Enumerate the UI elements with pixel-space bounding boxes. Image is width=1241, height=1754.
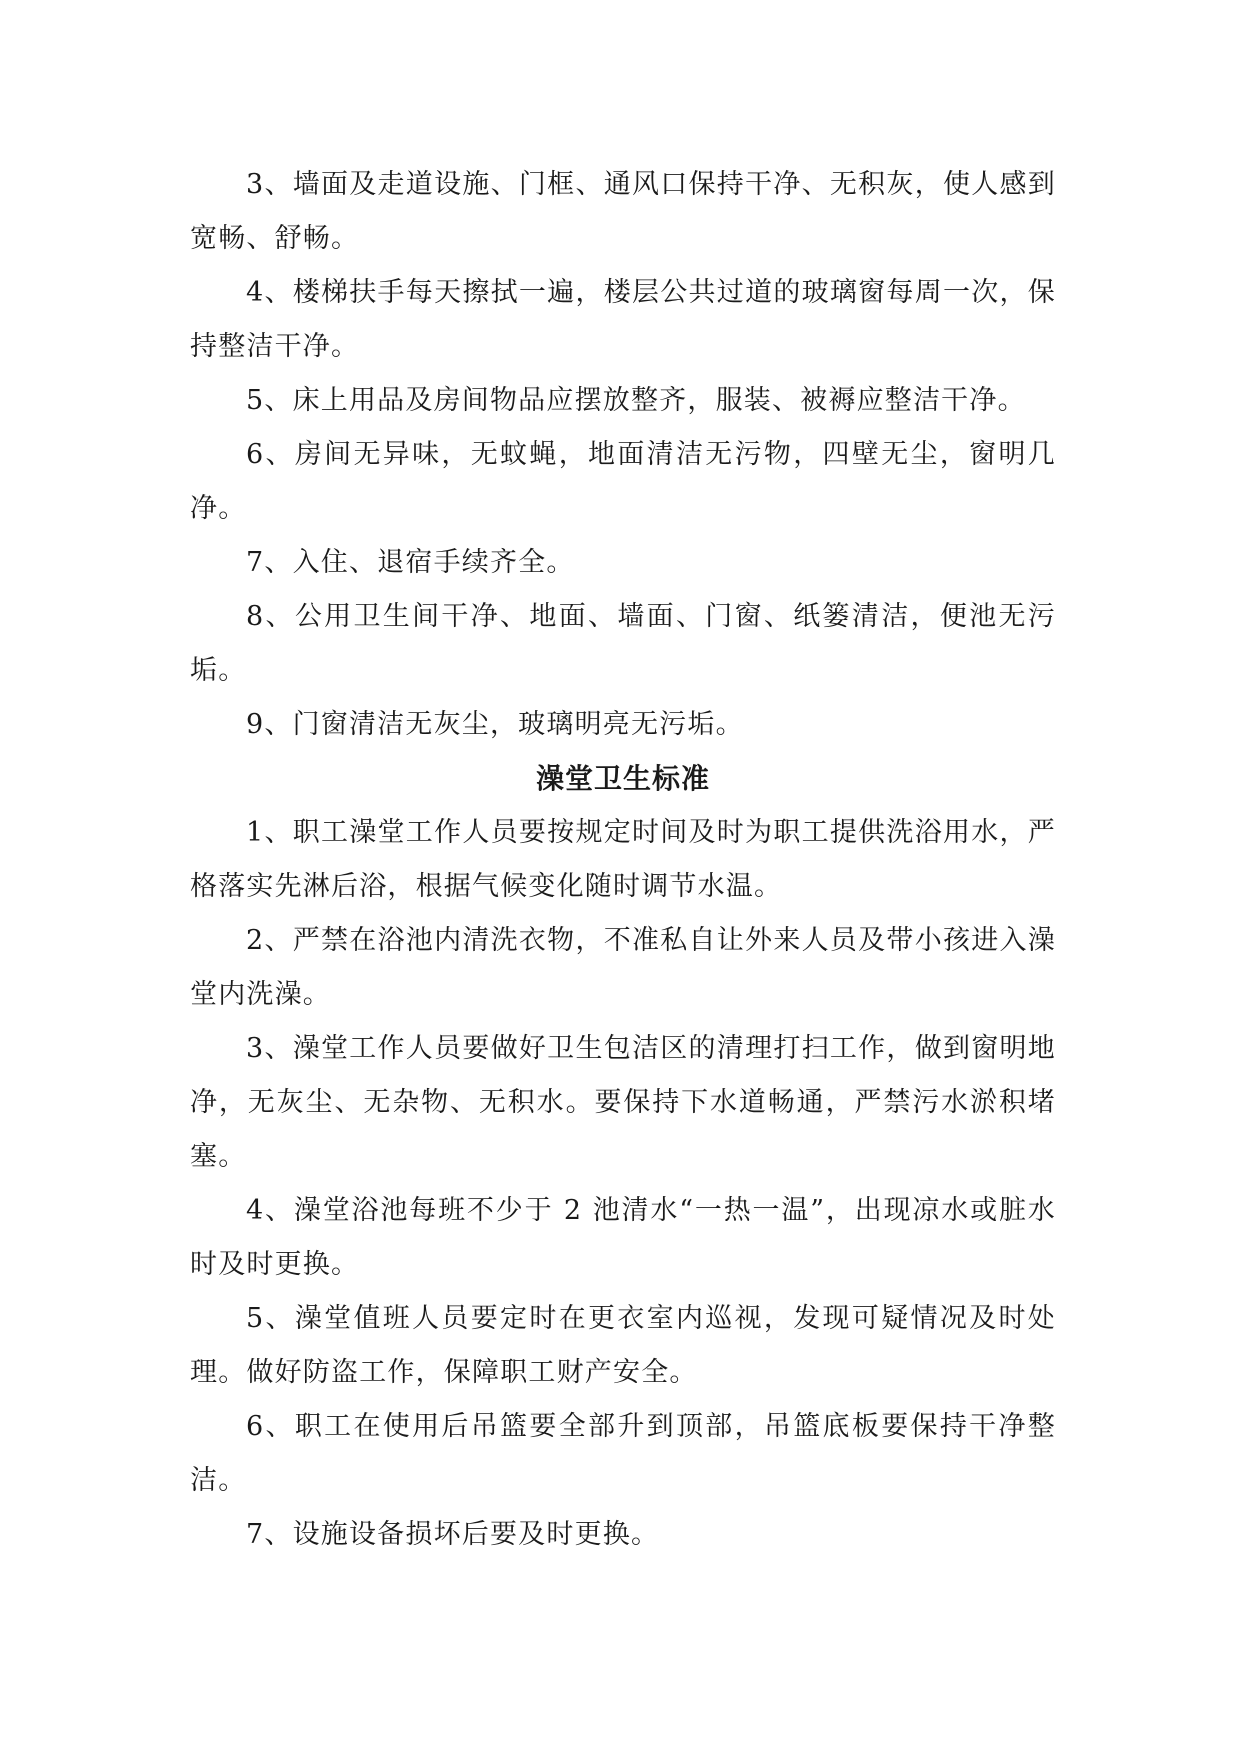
bathhouse-section-title: 澡堂卫生标准 [535, 762, 710, 795]
bathhouse-rule-2: 2、严禁在浴池内清洗衣物，不准私自让外来人员及带小孩进入澡堂内洗澡。 [190, 925, 1056, 1010]
document-body [190, 158, 1056, 1562]
bathhouse-rule-5: 5、澡堂值班人员要定时在更衣室内巡视，发现可疑情况及时处理。做好防盗工作，保障职工财产安全。 [190, 1303, 1056, 1388]
bathhouse-rule-7: 7、设施设备损坏后要及时更换。 [246, 1519, 660, 1550]
dorm-rule-8: 8、公用卫生间干净、地面、墙面、门窗、纸篓清洁，便池无污垢。 [190, 601, 1056, 686]
bathhouse-rule-4: 4、澡堂浴池每班不少于 2 池清水“一热一温”，出现凉水或脏水时及时更换。 [190, 1195, 1056, 1280]
bathhouse-rule-3: 3、澡堂工作人员要做好卫生包洁区的清理打扫工作，做到窗明地净，无灰尘、无杂物、无积水。要保持下水道畅通，严禁污水淤积堵塞。 [190, 1033, 1056, 1172]
dorm-rule-3: 3、墙面及走道设施、门框、通风口保持干净、无积灰，使人感到宽畅、舒畅。 [190, 169, 1056, 254]
dorm-rule-7: 7、入住、退宿手续齐全。 [246, 547, 575, 578]
bathhouse-rule-6: 6、职工在使用后吊篮要全部升到顶部，吊篮底板要保持干净整洁。 [190, 1411, 1056, 1496]
dorm-rule-5: 5、床上用品及房间物品应摆放整齐，服装、被褥应整洁干净。 [246, 385, 1026, 416]
bathhouse-rule-1: 1、职工澡堂工作人员要按规定时间及时为职工提供洗浴用水，严格落实先淋后浴，根据气候变化随时调节水温。 [190, 817, 1056, 902]
dorm-rule-4: 4、楼梯扶手每天擦拭一遍，楼层公共过道的玻璃窗每周一次，保持整洁干净。 [190, 277, 1056, 362]
dorm-rule-9: 9、门窗清洁无灰尘，玻璃明亮无污垢。 [246, 709, 744, 740]
dorm-rule-6: 6、房间无异味，无蚊蝇，地面清洁无污物，四壁无尘，窗明几净。 [190, 439, 1056, 524]
